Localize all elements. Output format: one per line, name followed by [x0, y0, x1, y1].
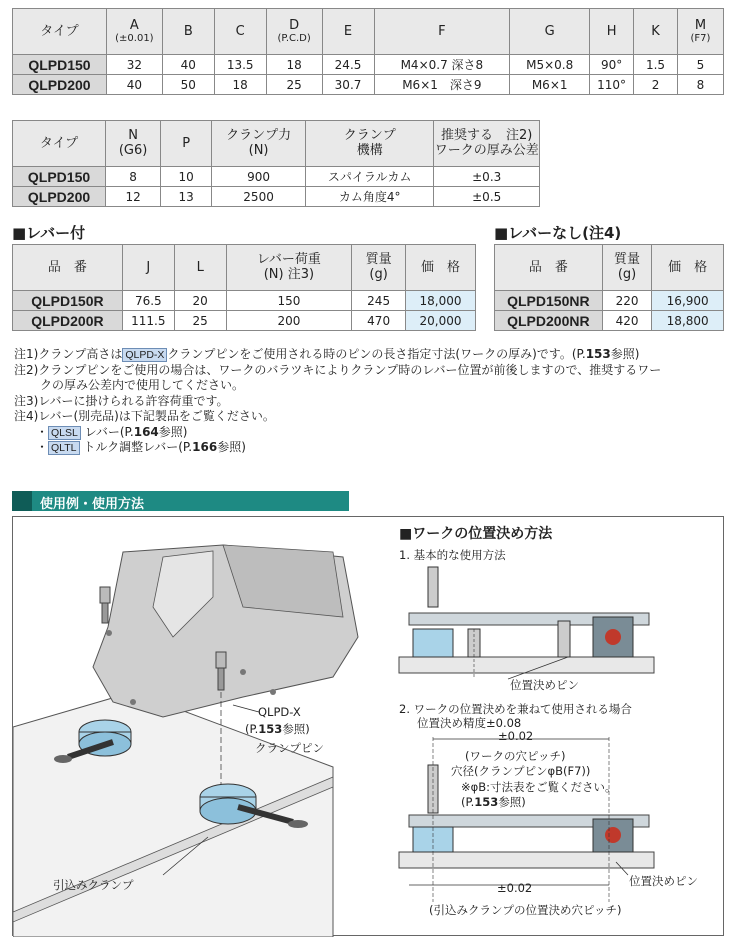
price-cell: 16,900 [652, 291, 724, 311]
bullet: ・ [36, 440, 49, 454]
step-2-accuracy: 位置決め精度±0.08 [417, 716, 522, 730]
header-main: B [183, 23, 193, 39]
header-main: C [235, 23, 245, 39]
column-header [106, 9, 162, 55]
header-main: P [182, 135, 191, 151]
model-cell: QLPD200NR [495, 311, 603, 331]
column-header [106, 121, 161, 167]
header-main: N [128, 128, 138, 143]
value-cell: 220 [602, 291, 652, 311]
value-cell: 5 [678, 55, 724, 75]
column-header [510, 9, 590, 55]
header-main: 推奨する 注2) [441, 128, 533, 143]
product-tag[interactable]: QLSL [48, 426, 81, 440]
price-cell: 18,800 [652, 311, 724, 331]
value-cell: 420 [602, 311, 652, 331]
value-cell: M6×1 [510, 75, 590, 95]
clamp-pin-label: クランプピン [255, 741, 324, 755]
column-header [306, 121, 434, 167]
value-cell: M5×0.8 [510, 55, 590, 75]
value-cell: 900 [212, 167, 306, 187]
value-cell: 25 [174, 311, 226, 331]
model-cell: QLPD200 [13, 75, 107, 95]
qlpdx-ref: (P.153参照) [245, 722, 310, 736]
value-cell: 2500 [212, 187, 306, 207]
header-main: クランプ力 [226, 128, 292, 143]
column-header [214, 9, 266, 55]
note-4-item-1 [14, 425, 724, 441]
usage-illustration [13, 517, 725, 937]
header-main: タイプ [39, 135, 79, 151]
table-row [13, 187, 540, 207]
tolerance-bottom: ±0.02 [497, 881, 533, 895]
nolever-section-title: ■レバーなし(注4) [494, 224, 622, 242]
method-1-diagram [399, 567, 654, 679]
header-sub: ワークの厚み公差 [434, 143, 539, 158]
column-header [122, 245, 174, 291]
header-main: 質量 [614, 252, 641, 267]
header-main: A [129, 18, 139, 33]
step-2-label: 2. ワークの位置決めを兼ねて使用される場合 [399, 702, 632, 716]
header-sub: (g) [617, 267, 637, 282]
value-cell: 111.5 [122, 311, 174, 331]
tolerance-top: ±0.02 [498, 729, 534, 743]
table-row [13, 167, 540, 187]
model-cell: QLPD150 [13, 55, 107, 75]
bolt-hole-icon [270, 689, 276, 695]
lever-price-table [12, 244, 476, 331]
value-cell: 8 [106, 167, 161, 187]
value-cell: ±0.3 [434, 167, 540, 187]
note-text: トルク調整レバー(P. [83, 440, 193, 454]
value-cell: スパイラルカム [306, 167, 434, 187]
header-main: レバー荷重 [256, 252, 321, 267]
column-header [590, 9, 634, 55]
bolt-hole-icon [106, 630, 112, 636]
header-main: L [196, 259, 204, 275]
column-header [352, 245, 406, 291]
value-cell: ±0.5 [434, 187, 540, 207]
column-header [13, 9, 107, 55]
price-cell: 18,000 [406, 291, 476, 311]
column-header [322, 9, 374, 55]
note-text: 参照) [610, 347, 640, 361]
note-4 [14, 409, 724, 425]
header-sub: (N) [248, 143, 269, 158]
value-cell: 1.5 [634, 55, 678, 75]
value-cell: 245 [352, 291, 406, 311]
value-cell: 50 [162, 75, 214, 95]
section-marker [12, 491, 32, 511]
step-1-label: 1. 基本的な使用方法 [399, 548, 506, 562]
lever-section-title: ■レバー付 [12, 224, 86, 242]
value-cell: 8 [678, 75, 724, 95]
note-text: 注1)クランプ高さは [14, 347, 123, 361]
column-header [374, 9, 510, 55]
header-main: タイプ [40, 23, 79, 39]
column-header [652, 245, 724, 291]
value-cell: 40 [162, 55, 214, 75]
column-header [226, 245, 352, 291]
header-main: J [146, 259, 151, 275]
model-cell: QLPD150NR [495, 291, 603, 311]
value-cell: 76.5 [122, 291, 174, 311]
page-link[interactable]: 164 [133, 424, 159, 439]
note-1 [14, 347, 724, 363]
header-sub: (N) 注3) [263, 267, 315, 282]
table-row [13, 311, 476, 331]
header-sub: 機構 [356, 143, 383, 158]
page-link[interactable]: 153 [585, 347, 611, 361]
header-main: 品 番 [528, 259, 568, 275]
hole-pitch-label: (ワークの穴ピッチ) [465, 749, 566, 763]
column-header [678, 9, 724, 55]
pin-label-1: 位置決めピン [510, 678, 579, 692]
value-cell: 25 [266, 75, 322, 95]
value-cell: 150 [226, 291, 352, 311]
column-header [212, 121, 306, 167]
bottom-pitch-label: (引込みクランプの位置決め穴ピッチ) [429, 903, 622, 917]
value-cell: 470 [352, 311, 406, 331]
dimension-table [12, 8, 724, 95]
note-2-cont [14, 378, 724, 394]
header-sub: (G6) [118, 143, 148, 158]
table-row [495, 291, 724, 311]
clamp-spec-table [12, 120, 540, 207]
value-cell: 13 [161, 187, 212, 207]
value-cell: 200 [226, 311, 352, 331]
column-header [162, 9, 214, 55]
bullet: ・ [36, 424, 49, 439]
header-main: 質量 [365, 252, 392, 267]
value-cell: 30.7 [322, 75, 374, 95]
lever-price-table-header [13, 245, 476, 291]
value-cell: 110° [590, 75, 634, 95]
pin-label-2: 位置決めピン [629, 874, 698, 888]
note-3 [14, 394, 724, 410]
header-main: 品 番 [47, 259, 87, 275]
table-row [13, 55, 724, 75]
header-main: 価 格 [421, 259, 461, 275]
value-cell: カム角度4° [306, 187, 434, 207]
product-tag[interactable]: QLPD-X [122, 348, 167, 362]
phi-ref: (P.153参照) [461, 795, 526, 809]
column-header [13, 245, 123, 291]
note-text: 注4)レバー(別売品)は下記製品をご覧ください。 [14, 409, 275, 423]
value-cell: M4×0.7 深さ8 [374, 55, 510, 75]
header-main: E [343, 23, 353, 39]
value-cell: 18 [266, 55, 322, 75]
table-row [13, 291, 476, 311]
bolt-hole-icon [130, 699, 136, 705]
column-header [13, 121, 106, 167]
usage-section-header [12, 491, 349, 511]
price-cell: 20,000 [406, 311, 476, 331]
value-cell: 2 [634, 75, 678, 95]
header-main: クランプ [343, 128, 396, 143]
positioning-method-title: ■ワークの位置決め方法 [399, 526, 553, 542]
value-cell: 32 [106, 55, 162, 75]
note-text: クの厚み公差内で使用してください。 [40, 378, 245, 392]
note-text: 注3)レバーに掛けられる許容荷重です。 [14, 393, 229, 408]
header-sub: (F7) [690, 33, 711, 44]
table-row [13, 75, 724, 95]
usage-figure [12, 516, 724, 936]
value-cell: 24.5 [322, 55, 374, 75]
page-link[interactable]: 166 [192, 440, 218, 454]
value-cell: 13.5 [214, 55, 266, 75]
pull-clamp-label: 引込みクランプ [53, 878, 134, 892]
header-main: D [289, 18, 300, 33]
value-cell: 18 [214, 75, 266, 95]
dimension-table-header [13, 9, 724, 55]
work-piece [93, 545, 358, 717]
table-row [495, 311, 724, 331]
note-text: 参照) [158, 424, 188, 439]
column-header [495, 245, 603, 291]
column-header [406, 245, 476, 291]
column-header [174, 245, 226, 291]
header-sub: (g) [369, 267, 388, 282]
value-cell: 10 [161, 167, 212, 187]
model-cell: QLPD200 [13, 187, 106, 207]
value-cell: M6×1 深さ9 [374, 75, 510, 95]
nolever-price-table [494, 244, 724, 331]
hole-diameter-label: 穴径(クランプピンφB(F7)) [451, 764, 591, 778]
header-main: 価 格 [668, 259, 708, 275]
note-text: レバー(P. [84, 424, 134, 439]
header-main: M [694, 18, 707, 33]
column-header [266, 9, 322, 55]
value-cell: 12 [106, 187, 161, 207]
header-main: K [651, 23, 660, 39]
column-header [434, 121, 540, 167]
usage-section-title: 使用例・使用方法 [40, 497, 145, 512]
note-4-item-2 [14, 440, 724, 456]
value-cell: 90° [590, 55, 634, 75]
note-text: 注2)クランプピンをご使用の場合は、ワークのバラツキによりクランプ時のレバー位置が前後しますので、推奨するワー [14, 362, 662, 377]
column-header [602, 245, 652, 291]
model-cell: QLPD200R [13, 311, 123, 331]
bolt-hole-icon [240, 669, 246, 675]
notes [14, 347, 724, 456]
model-cell: QLPD150R [13, 291, 123, 311]
header-main: H [606, 23, 617, 39]
header-main: G [544, 23, 555, 39]
column-header [634, 9, 678, 55]
phi-note: ※φB:寸法表をご覧ください。 [461, 780, 617, 794]
clamp-spec-table-header [13, 121, 540, 167]
note-text: クランプピンをご使用される時のピンの長さ指定寸法(ワークの厚み)です。(P. [167, 347, 586, 361]
nolever-price-table-header [495, 245, 724, 291]
product-tag[interactable]: QLTL [48, 441, 79, 455]
qlpdx-label: QLPD-X [258, 705, 301, 719]
note-text: 参照) [217, 440, 246, 454]
value-cell: 40 [106, 75, 162, 95]
column-header [161, 121, 212, 167]
header-sub: (±0.01) [115, 33, 154, 44]
header-sub: (P.C.D) [277, 33, 311, 44]
model-cell: QLPD150 [13, 167, 106, 187]
value-cell: 20 [174, 291, 226, 311]
note-2 [14, 363, 724, 379]
header-main: F [438, 23, 446, 39]
